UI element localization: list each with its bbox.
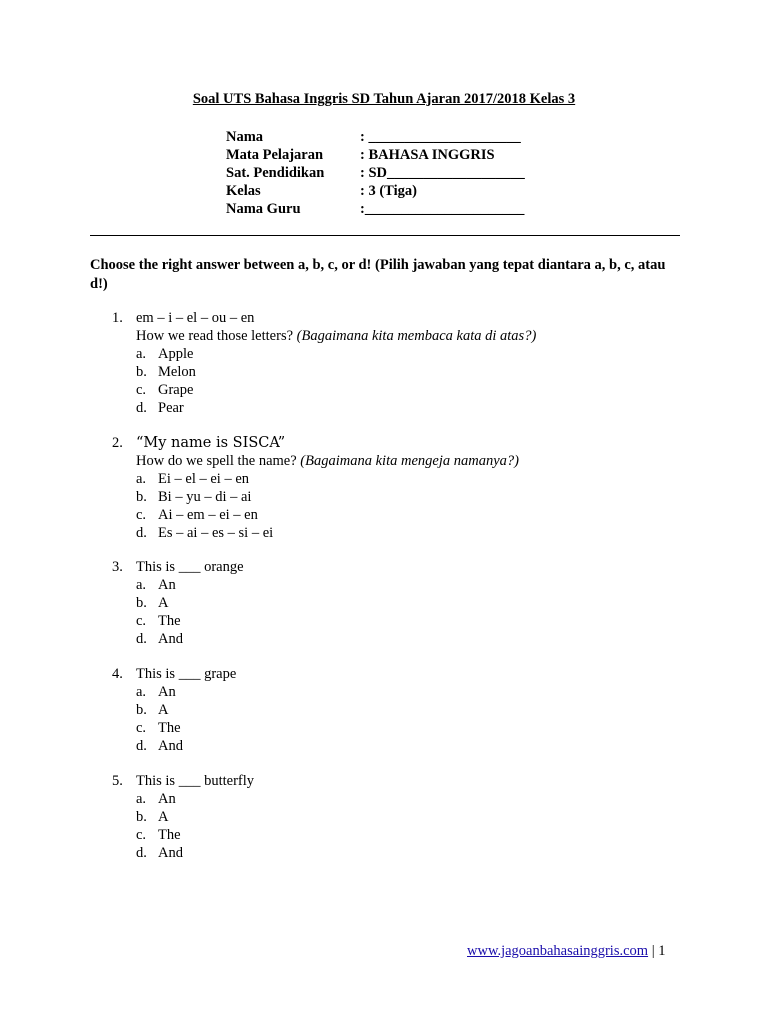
question-stem: This is ___ butterfly: [136, 773, 255, 789]
option-letter: c.: [136, 827, 147, 843]
info-value: :______________________: [360, 201, 525, 217]
question-subtext-plain: How do we spell the name?: [136, 453, 297, 469]
question-stem: This is ___ orange: [136, 559, 244, 575]
option-text: An: [158, 684, 176, 700]
option-text: And: [158, 631, 183, 647]
option-d: [136, 630, 244, 648]
option-letter: c.: [136, 720, 147, 736]
option-text: A: [158, 702, 169, 718]
option-letter: c.: [136, 613, 147, 629]
option-text: And: [158, 845, 183, 861]
option-c: [136, 826, 254, 844]
info-value: : _____________________: [360, 129, 521, 145]
option-text: Bi – yu – di – ai: [158, 489, 252, 505]
info-label: Sat. Pendidikan: [226, 165, 325, 181]
option-c: [136, 381, 536, 399]
option-text: An: [158, 791, 176, 807]
option-letter: a.: [136, 684, 147, 700]
question-number: 2.: [112, 435, 123, 451]
option-b: [136, 808, 254, 826]
option-text: Ei – el – ei – en: [158, 471, 250, 487]
option-b: [136, 363, 536, 381]
option-d: [136, 737, 236, 755]
instruction-text: Choose the right answer between a, b, c, or d! (Pilih jawaban yang tepat diantara a, b, c, atau d!): [90, 257, 666, 292]
option-a: [136, 576, 244, 594]
info-value: : SD___________________: [360, 165, 525, 181]
info-row-kelas: [226, 182, 525, 200]
question-number: 3.: [112, 559, 123, 575]
info-label: Nama Guru: [226, 201, 301, 217]
option-text: And: [158, 738, 183, 754]
option-text: The: [158, 827, 181, 843]
question-stem: “My name is SISCA”: [136, 435, 286, 451]
option-letter: b.: [136, 364, 147, 380]
question-stem: This is ___ grape: [136, 666, 237, 682]
question-stem: em – i – el – ou – en: [136, 310, 255, 326]
option-text: A: [158, 595, 169, 611]
question-subtext-plain: How we read those letters?: [136, 328, 294, 344]
option-letter: d.: [136, 525, 147, 541]
option-letter: a.: [136, 791, 147, 807]
info-row-nama: [226, 128, 525, 146]
option-text: A: [158, 809, 169, 825]
option-letter: d.: [136, 845, 147, 861]
info-value: : 3 (Tiga): [360, 183, 417, 199]
info-value: : BAHASA INGGRIS: [360, 147, 495, 163]
website-link[interactable]: www.jagoanbahasainggris.com: [467, 943, 649, 959]
option-c: [136, 506, 519, 524]
option-text: An: [158, 577, 176, 593]
question-1: [112, 309, 536, 417]
info-label: Mata Pelajaran: [226, 147, 324, 163]
option-letter: a.: [136, 346, 147, 362]
option-text: Melon: [158, 364, 196, 380]
option-text: The: [158, 613, 181, 629]
option-b: [136, 701, 236, 719]
option-letter: a.: [136, 471, 147, 487]
student-info-block: [226, 128, 525, 218]
option-letter: c.: [136, 382, 147, 398]
option-letter: b.: [136, 702, 147, 718]
option-d: [136, 844, 254, 862]
option-letter: b.: [136, 809, 147, 825]
option-text: Ai – em – ei – en: [158, 507, 258, 523]
question-3: [112, 558, 244, 648]
page-number: | 1: [648, 943, 666, 959]
question-subtext-italic: (Bagaimana kita membaca kata di atas?): [296, 328, 537, 344]
question-5: [112, 772, 254, 862]
info-row-sat-pendidikan: [226, 164, 525, 182]
option-a: [136, 683, 236, 701]
option-letter: d.: [136, 400, 147, 416]
option-text: Apple: [158, 346, 194, 362]
page-title: Soal UTS Bahasa Inggris SD Tahun Ajaran 2017/2018 Kelas 3: [192, 91, 576, 107]
option-letter: d.: [136, 738, 147, 754]
option-a: [136, 790, 254, 808]
question-4: [112, 665, 236, 755]
question-subtext: [136, 452, 519, 470]
info-label: Kelas: [226, 183, 261, 199]
question-number: 1.: [112, 310, 123, 326]
info-row-mata-pelajaran: [226, 146, 525, 164]
option-letter: c.: [136, 507, 147, 523]
option-text: The: [158, 720, 181, 736]
option-letter: b.: [136, 489, 147, 505]
option-b: [136, 594, 244, 612]
question-subtext: [136, 327, 536, 345]
option-a: [136, 470, 519, 488]
page-footer: [467, 943, 665, 960]
option-letter: b.: [136, 595, 147, 611]
question-number: 4.: [112, 666, 123, 682]
option-d: [136, 524, 519, 542]
option-text: Pear: [158, 400, 184, 416]
divider: [90, 235, 680, 236]
option-d: [136, 399, 536, 417]
option-letter: a.: [136, 577, 147, 593]
option-c: [136, 612, 244, 630]
question-subtext-italic: (Bagaimana kita mengeja namanya?): [300, 453, 519, 469]
option-text: Grape: [158, 382, 194, 398]
option-text: Es – ai – es – si – ei: [158, 525, 274, 541]
option-c: [136, 719, 236, 737]
question-2: [112, 434, 519, 542]
question-number: 5.: [112, 773, 123, 789]
option-a: [136, 345, 536, 363]
info-label: Nama: [226, 129, 264, 145]
option-b: [136, 488, 519, 506]
info-row-nama-guru: [226, 200, 525, 218]
option-letter: d.: [136, 631, 147, 647]
